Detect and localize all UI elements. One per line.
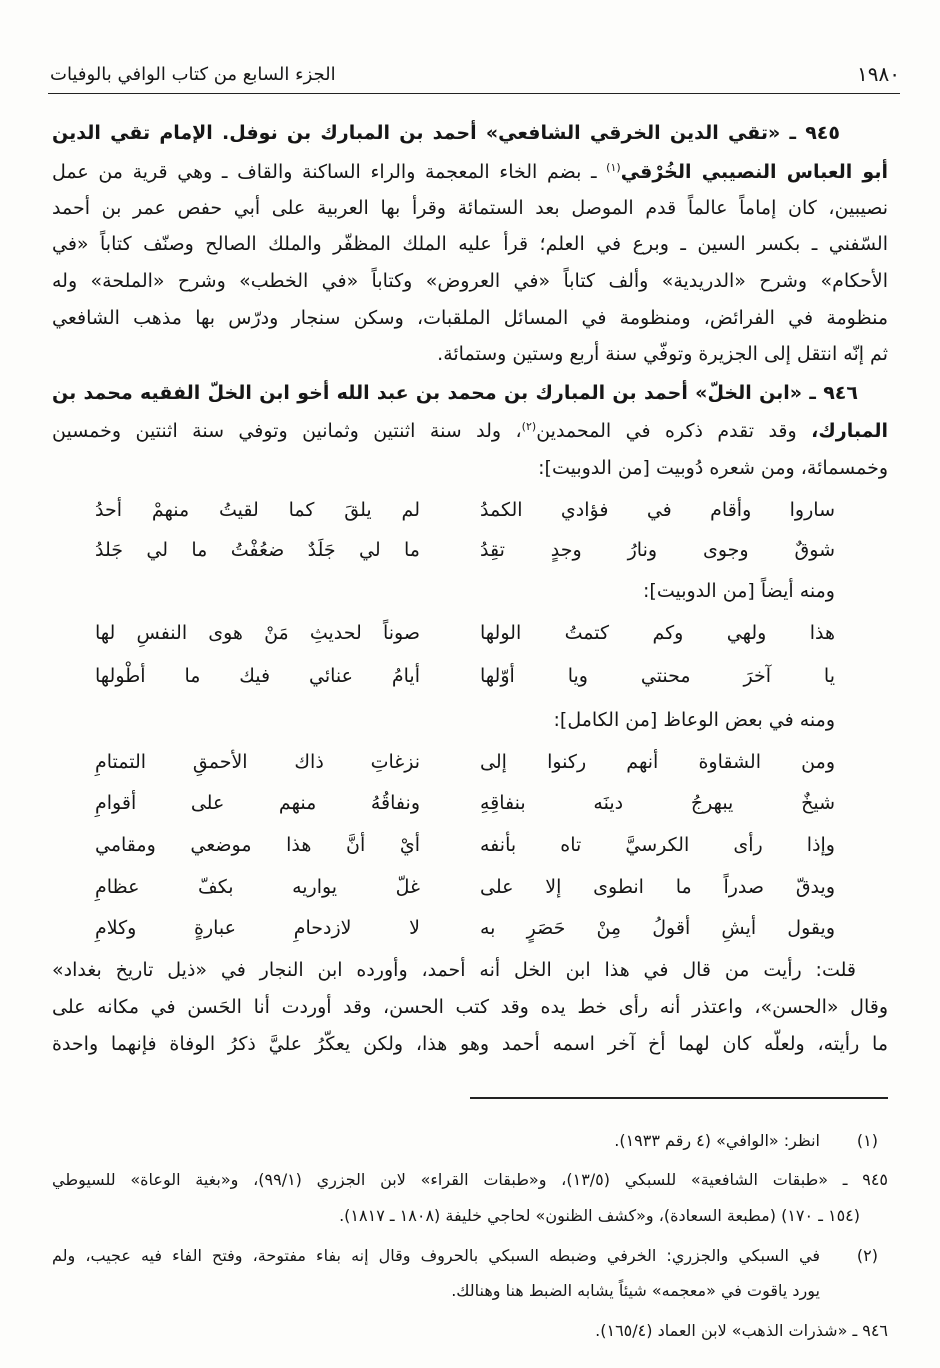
entry-945-line-2: [52, 157, 888, 187]
hemistich-ajuz: أيْ أنَّ هذا موضعي ومقامي: [95, 834, 420, 856]
entry-945-line-6: منظومة في الفرائض، ومنظومة في المسائل الملقبات، وسكن سنجار ودرّس بها مذهب الشافعي: [52, 307, 888, 329]
entry-945-heading: ٩٤٥ ـ «تقي الدين الخرقي الشافعي» أحمد بن المبارك بن نوفل. الإمام تقي الدين: [52, 122, 840, 144]
remark-line-2: وقال «الحسن»، واعتذر أنه رأى خط يده وقد كتب الحسن، وقد أوردت أنا الحَسن في مكانه على: [52, 996, 888, 1018]
footnote-ref-2: (٢): [521, 420, 537, 433]
source-reference-945-cont: (١٥٤ ـ ١٧٠) (مطبعة السعادة)، و«كشف الظنون» لحاجي خليفة (١٨٠٨ ـ ١٨١٧).: [339, 1206, 860, 1225]
entry-946-line-2-text-a: وقد تقدم ذكره في المحمدين: [536, 420, 812, 442]
hemistich-sadr: ويقول أيشِ أقولُ مِنْ حَصَرٍ به: [480, 917, 835, 939]
source-reference-946: ٩٤٦ ـ «شذرات الذهب» لابن العماد (١٦٥/٤).: [595, 1321, 888, 1340]
entry-946-name: المبارك،: [811, 420, 888, 442]
hemistich-sadr: ومن الشقاوة أنهم ركنوا إلى: [480, 751, 835, 773]
hemistich-sadr: ساروا وأقام في فؤادي الكمدُ: [480, 499, 835, 521]
footnote-text: انظر: «الوافي» (٤ رقم ١٩٣٣).: [614, 1131, 820, 1150]
hemistich-ajuz: أيامُ عنائي فيك ما أطْولها: [95, 665, 420, 687]
remark-line-1: قلت: رأيت من قال في هذا ابن الخل أنه أحمد، وأورده ابن النجار في «ذيل تاريخ بغداد»: [52, 959, 856, 981]
hemistich-ajuz: لا لازدحامِ عبارةٍ وكلامِ: [95, 917, 420, 939]
hemistich-ajuz: صوناً لحديثِ مَنْ هوى النفسِ لها: [95, 622, 420, 644]
hemistich-sadr: يا آخرَ محنتي ويا أوّلها: [480, 665, 835, 687]
entry-946-heading: ٩٤٦ ـ «ابن الخلّ» أحمد بن المبارك بن محمد بن عبد الله أخو ابن الخلّ الفقيه محمد بن: [52, 382, 858, 404]
poem-intro: ومنه في بعض الوعاظ [من الكامل]:: [553, 709, 835, 731]
header-rule: [48, 93, 900, 94]
entry-946-line-2-text-b: ، ولد سنة اثنتين وثمانين وتوفي سنة اثنتين وخمسين: [52, 420, 522, 442]
page-number: ١٩٨٠: [857, 62, 900, 86]
hemistich-ajuz: ما لي جَلَدٌ ضعُفْتُ ما لي جَلدُ: [95, 539, 420, 561]
entry-946-line-3: وخمسمائة، ومن شعره دُوبيت [من الدوبيت]:: [538, 457, 888, 479]
running-title: الجزء السابع من كتاب الوافي بالوفيات: [50, 64, 336, 85]
footnote-text-cont: يورد ياقوت في «معجمه» شيئاً يشابه الضبط هنا وهنالك.: [451, 1281, 820, 1300]
hemistich-ajuz: غلّ يواريه بكفّ عظامِ: [95, 876, 420, 898]
entry-945-line-5: الأحكام» وشرح «الدريدية» وألف كتاباً «في العروض» وكتاباً «في الخطب» وشرح «الملحة» وله: [52, 270, 888, 292]
footnote-separator: [470, 1097, 888, 1099]
source-reference-945: ٩٤٥ ـ «طبقات الشافعية» للسبكي (١٣/٥)، و«طبقات القراء» لابن الجزري (٩٩/١)، و«بغية الوعاة» للسيوطي: [52, 1170, 889, 1189]
footnote-marker: (٢): [856, 1246, 878, 1265]
footnote-ref-1: (١): [606, 161, 621, 174]
hemistich-ajuz: ونفاقُهُ منهم على أقوامِ: [95, 792, 420, 814]
entry-945-line-3: نصيبين، كان إماماً عالماً قدم الموصل بعد الستمائة وقرأ بها العربية على أبي حفص عمر بن أحمد: [52, 197, 888, 219]
hemistich-ajuz: لم يلقَ كما لقيتُ منهمْ أحدُ: [95, 499, 420, 521]
footnote-marker: (١): [856, 1131, 878, 1150]
hemistich-ajuz: نزغاتِ ذاك الأحمقِ التمتامِ: [95, 751, 420, 773]
remark-line-3: ما رأيته، ولعلّه كان لهما أخ آخر اسمه أحمد وهو هذا، ولكن يعكّرُ عليَّ ذكرُ الوفاة فإنهما واحدة: [52, 1033, 888, 1055]
entry-945-line-7: ثم إنّه انتقل إلى الجزيرة وتوفّي سنة أربع وستين وستمائة.: [437, 343, 888, 365]
hemistich-sadr: ويدقّ صدراً ما انطوى إلا على: [480, 876, 835, 898]
poem-intro: ومنه أيضاً [من الدوبيت]:: [643, 580, 835, 602]
hemistich-sadr: وإذا رأى الكرسيَّ تاه بأنفه: [480, 834, 835, 856]
entry-946-line-2: [52, 416, 888, 446]
entry-945-line-4: السّفني ـ بكسر السين ـ وبرع في العلم؛ قرأ عليه الملك المظفّر والملك الصالح وصنّف كتاباً «في: [52, 233, 888, 255]
hemistich-sadr: شوقٌ وجوى ونارُ وجدٍ تقِدُ: [480, 539, 835, 561]
entry-945-line-2-text: ـ بضم الخاء المعجمة والراء الساكنة والقاف ـ وهي قرية من عمل: [52, 161, 607, 183]
entry-945-name: أبو العباس النصيبي الخُرْقي: [620, 161, 888, 183]
hemistich-sadr: شيخٌ يبهرجُ دينَه بنفاقِهِ: [480, 792, 835, 814]
footnote-text: في السبكي والجزري: الخرفي وضبطه السبكي بالحروف وقال إنه بفاء مفتوحة، وفتح الفاء فيه عجيب، ولم: [52, 1246, 820, 1265]
hemistich-sadr: هذا ولهي وكم كتمتُ الولها: [480, 622, 835, 644]
